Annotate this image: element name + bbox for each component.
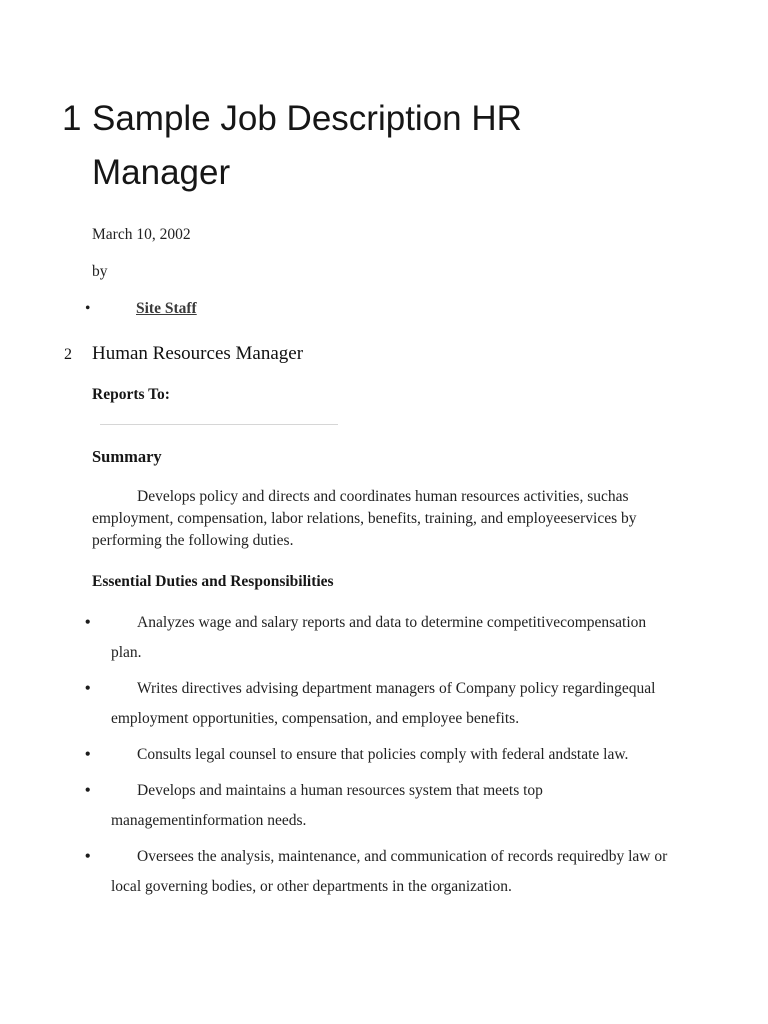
duties-list-item: • Oversees the analysis, maintenance, and communication of records requiredby law or local governing bodies, or other departments in the organization. (111, 842, 676, 902)
document-title-text: Sample Job Description HR Manager (92, 99, 522, 192)
document-title (62, 92, 676, 200)
reports-to-label: Reports To: (92, 386, 170, 403)
duties-list-item: • Writes directives advising department managers of Company policy regardingequal employment opportunities, compensation, and employee benefits. (111, 674, 676, 734)
duties-list-item: • Develops and maintains a human resources system that meets top managementinformation needs. (111, 776, 676, 836)
duties-list-item: • Analyzes wage and salary reports and data to determine competitivecompensation plan. (111, 608, 676, 668)
duties-list-item: • Consults legal counsel to ensure that policies comply with federal andstate law. (111, 740, 676, 770)
summary-heading: Summary (92, 447, 162, 466)
duties-list (111, 608, 676, 902)
title-list-number: 1 (62, 99, 82, 138)
section-heading-text: Human Resources Manager (92, 343, 304, 364)
author-list-item (136, 298, 676, 319)
section-heading (62, 341, 676, 368)
reports-to-blank-line (100, 424, 338, 425)
author-link[interactable]: Site Staff (136, 300, 197, 317)
author-list (136, 298, 676, 319)
section-list-number: 2 (64, 346, 72, 363)
byline: by (92, 263, 108, 280)
duties-heading: Essential Duties and Responsibilities (92, 573, 334, 590)
publish-date: March 10, 2002 (92, 226, 191, 243)
summary-paragraph: Develops policy and directs and coordinates human resources activities, suchas employment, compensation, labor relations, benefits, training, and employeeservices by performing the following duties. (92, 488, 637, 549)
